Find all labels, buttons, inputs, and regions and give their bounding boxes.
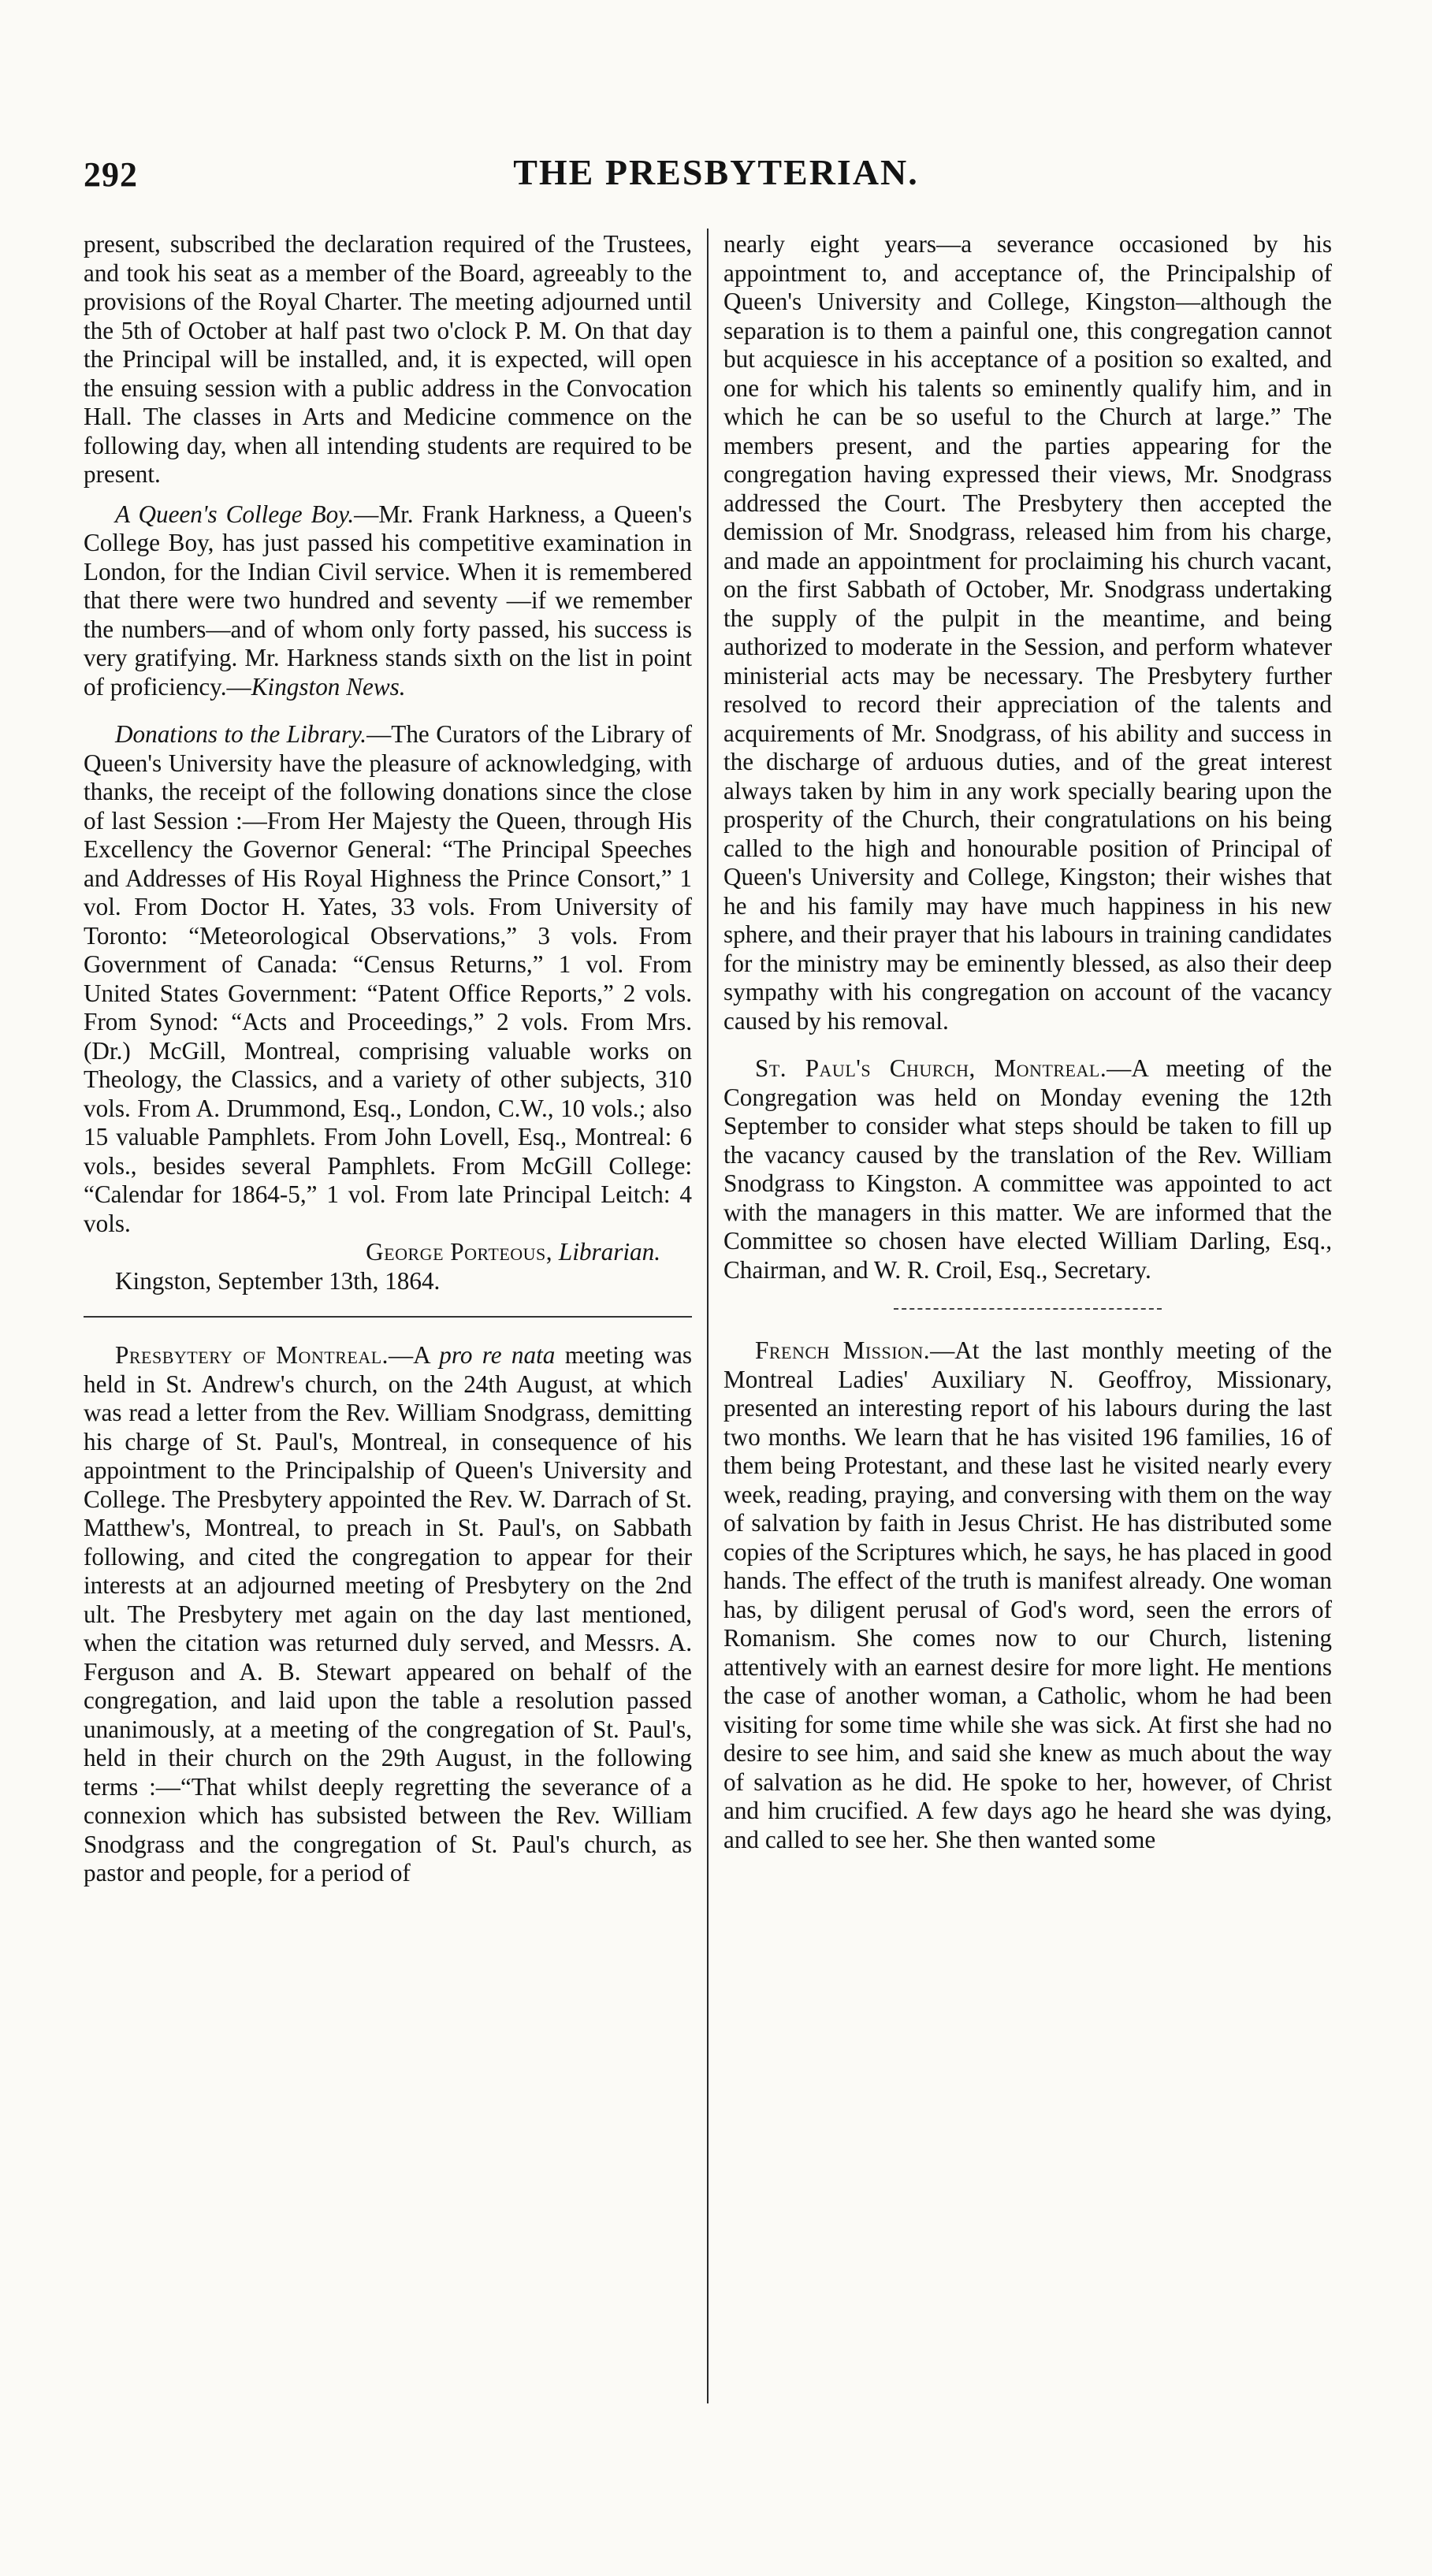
section-divider [84,1316,692,1318]
presbytery-text: meeting was held in St. Andrew's church, on the 24th August, at which was read a letter from the Rev. William Snodgrass, demitting his charge of St. Paul's, Montreal, in consequence of his appointment to the Principalship of Queen's University and College. The Presbytery appointed the Rev. W. Darrach of St. Matthew's, Montreal, to preach in St. Paul's, on Sabbath following, and cited the congregation to appear for their interests at an adjourned meeting of Presbytery on the 2nd ult. The Presbytery met again on the day last mentioned, when the citation was returned duly served, and Messrs. A. Ferguson and A. B. Stewart appeared on behalf of the congregation, and laid upon the table a resolution passed unanimously, at a meeting of the congregation of St. Paul's, held in their church on the 29th August, in the following terms :—“That whilst deeply regretting the severance of a connexion which has subsisted between the Rev. William Snodgrass and the congregation of St. Paul's church, as pastor and people, for a period of [84,1341,692,1886]
librarian-name: George Porteous, [366,1238,553,1266]
st-pauls-heading: St. Paul's Church, Montreal. [755,1054,1107,1082]
donations-text: —The Curators of the Library of Queen's University have the pleasure of acknowledging, with thanks, the receipt of the following donations since the close of last Session :—From Her Majesty the Queen, through His Excellency the Governor General: “The Principal Speeches and Addresses of His Royal Highness the Prince Consort,” 1 vol. From Doctor H. Yates, 33 vols. From University of Toronto: “Meteorological Observations,” 3 vols. From Government of Canada: “Census Returns,” 1 vol. From United States Government: “Patent Office Reports,” 2 vols. From Synod: “Acts and Proceedings,” 2 vols. From Mrs. (Dr.) McGill, Montreal, comprising valuable works on Theology, the Classics, and a variety of other subjects, 310 vols. From A. Drummond, Esq., London, C.W., 10 vols.; also 15 valuable Pamphlets. From John Lovell, Esq., Montreal: 6 vols., besides several Pamphlets. From McGill College: “Calendar for 1864-5,” 1 vol. From late Principal Leitch: 4 vols. [84,720,692,1237]
librarian-signature [84,1238,692,1267]
queens-college-boy-source: Kingston News. [251,672,406,701]
librarian-role: Librarian. [558,1238,660,1266]
page-number: 292 [84,155,138,194]
right-column [723,230,1332,1854]
donations-paragraph [84,720,692,1238]
presbytery-continuation-paragraph: nearly eight years—a severance occasioned by his appointment to, and acceptance of, the Principalship of Queen's University and College, Kingston—although the separation is to them a painful one, this congregation cannot but acquiesce in his acceptance of a position so exalted, and one for which his talents so eminently qualify him, and in which he can be so useful to the Church at large.” The members present, and the parties appearing for the congregation having expressed their views, Mr. Snodgrass addressed the Court. The Presbytery then accepted the demission of Mr. Snodgrass, released him from his charge, and made an appointment for proclaiming his church vacant, on the first Sabbath of October, Mr. Snodgrass undertaking the supply of the pulpit in the meantime, and being authorized to moderate in the Session, and perform whatever ministerial acts may be necessary. The Presbytery further resolved to record their appreciation of the talents and acquirements of Mr. Snodgrass, of his ability and success in the discharge of arduous duties, and of the great interest always taken by him in any work specially bearing upon the prosperity of the Church, their congratulations on his being called to the high and honourable position of Principal of Queen's University and College, Kingston; their wishes that he and his family may have much happiness in his new sphere, and their prayer that his labours in training candidates for the ministry may be eminently blessed, as also their deep sympathy with his congregation on account of the vacancy caused by his removal. [723,230,1332,1035]
french-mission-text: —At the last monthly meeting of the Montreal Ladies' Auxiliary N. Geoffroy, Missionary, presented an interesting report of his labours during the last two months. We learn that he has visited 196 families, 16 of them being Protestant, and these last he visited nearly every week, reading, praying, and conversing with them on the way of salvation by faith in Jesus Christ. He has distributed some copies of the Scriptures which, he says, he has placed in good hands. The effect of the truth is manifest already. One woman has, by diligent perusal of God's word, seen the errors of Romanism. She comes now to our Church, listening attentively with an earnest desire for more light. He mentions the case of another woman, a Catholic, whom he had been visiting for some time while she was sick. At first she had no desire to see him, and said she knew as much about the way of salvation as he did. He spoke to her, however, of Christ and him crucified. A few days ago he heard she was dying, and called to see her. She then wanted some [723,1336,1332,1853]
st-pauls-paragraph [723,1054,1332,1284]
st-pauls-text: —A meeting of the Congregation was held on Monday evening the 12th September to consider what steps should be taken to fill up the vacancy caused by the translation of the Rev. William Snodgrass to Kingston. A committee was appointed to act with the managers in this matter. We are informed that the Committee so chosen have elected William Darling, Esq., Chairman, and W. R. Croil, Esq., Secretary. [723,1054,1332,1284]
column-rule [707,229,709,2403]
presbytery-dash: —A [388,1341,440,1369]
queens-college-boy-paragraph [84,500,692,702]
french-mission-heading: French Mission. [755,1336,931,1364]
french-mission-paragraph [723,1336,1332,1854]
queens-college-boy-text: —Mr. Frank Harkness, a Queen's College Boy, has just passed his competitive examination in London, for the Indian Civil service. When it is remembered that there were two hundred and seventy —if we remember the numbers—and of whom only forty passed, his success is very gratifying. Mr. Harkness stands sixth on the list in point of proficiency.— [84,500,692,701]
presbytery-paragraph [84,1341,692,1888]
queens-college-boy-heading: A Queen's College Boy. [115,500,355,528]
left-column [84,230,692,1888]
donations-heading: Donations to the Library. [115,720,367,748]
kingston-dateline: Kingston, September 13th, 1864. [115,1266,441,1295]
presbytery-latin-phrase: pro re nata [439,1341,556,1369]
running-title: THE PRESBYTERIAN. [513,152,919,192]
dashed-divider [894,1308,1162,1310]
presbytery-heading: Presbytery of Montreal. [115,1341,389,1369]
board-meeting-paragraph: present, subscribed the declaration required of the Trustees, and took his seat as a member of the Board, agreeably to the provisions of the Royal Charter. The meeting adjourned until the 5th of October at half past two o'clock P. M. On that day the Principal will be installed, and, it is expected, will open the ensuing session with a public address in the Convocation Hall. The classes in Arts and Medicine commence on the following day, when all intending students are required to be present. [84,230,692,488]
